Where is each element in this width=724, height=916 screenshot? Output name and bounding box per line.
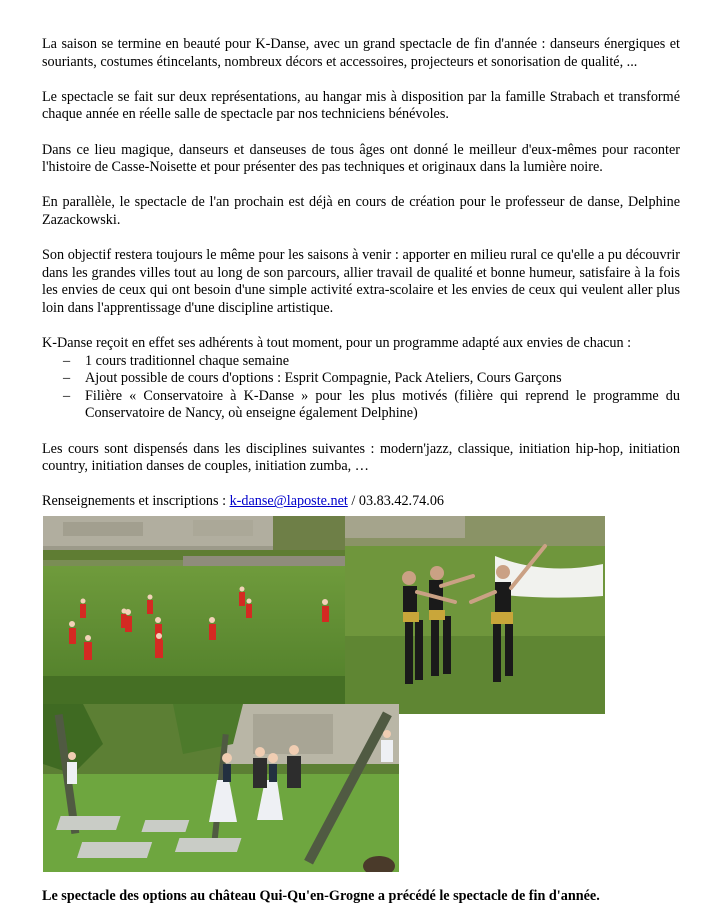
list-item-text: 1 cours traditionnel chaque semaine (85, 352, 290, 369)
list-item-text: Ajout possible de cours d'options : Esprit Compagnie, Pack Ateliers, Cours Garçons (85, 370, 562, 387)
options-list (42, 353, 680, 423)
dash-bullet: – (63, 387, 71, 404)
contact-label: Renseignements et inscriptions : (42, 493, 230, 510)
paragraph-magic-place: Dans ce lieu magique, danseurs et danseuses de tous âges ont donné le meilleur d'eux-mêmes pour raconter l'histoire de Casse-Noisette et pour présenter des pas techniques et originaux dans la lumière noire. (42, 141, 680, 176)
list-item-text: Filière « Conservatoire à K-Danse » pour les plus motivés (filière qui reprend le programme du Conservatoire de Nancy, où enseigne également Delphine) (85, 387, 680, 422)
list-item (42, 388, 680, 423)
article-body (42, 36, 680, 529)
photo-black-gold-dancers (345, 516, 605, 714)
list-item (42, 370, 680, 388)
paragraph-programme: K-Danse reçoit en effet ses adhérents à tout moment, pour un programme adapté aux envies de chacun : (42, 335, 632, 352)
paragraph-next-show: En parallèle, le spectacle de l'an prochain est déjà en cours de création pour le professeur de danse, Delphine Zazackowski. (42, 194, 680, 228)
paragraph-disciplines: Les cours sont dispensés dans les disciplines suivantes : modern'jazz, classique, initiation hip-hop, initiation country, initiation danses de couples, initiation zumba, … (42, 440, 680, 475)
contact-line (42, 493, 680, 511)
paragraph-representations: Le spectacle se fait sur deux représentations, au hangar mis à disposition par la famille Strabach et transformé chaque année en réelle salle de spectacle par nos techniciens bénévoles. (42, 88, 680, 123)
photo-caption: Le spectacle des options au château Qui-Qu'en-Grogne a précédé le spectacle de fin d'année. (42, 888, 600, 904)
photo-collage (43, 516, 605, 872)
dash-bullet: – (63, 352, 71, 369)
paragraph-objective: Son objectif restera toujours le même pour les saisons à venir : apporter en milieu rural ce qu'elle a pu découvrir dans les grandes villes tout au long de son parcours, allier travail de qualité et bonne humeur, satisfaire à la fois les envies de ceux qui ont besoin d'une simple activité extra-scolaire et les envies de ceux qui veulent aller plus loin dans l'apprentissage d'une discipline artistique. (42, 247, 680, 316)
photo-tree-dancers (43, 704, 399, 872)
email-link[interactable]: k-danse@laposte.net (229, 493, 348, 510)
dash-bullet: – (63, 370, 71, 387)
photo-red-dancers (43, 516, 345, 704)
contact-separator: / (347, 493, 359, 510)
paragraph-season-end: La saison se termine en beauté pour K-Danse, avec un grand spectacle de fin d'année : danseurs énergiques et souriants, costumes étincelants, nombreux décors et accessoires, projecteurs et sonorisation de qualité, ... (42, 36, 680, 70)
list-item (42, 353, 680, 371)
phone-number: 03.83.42.74.06 (358, 493, 444, 510)
